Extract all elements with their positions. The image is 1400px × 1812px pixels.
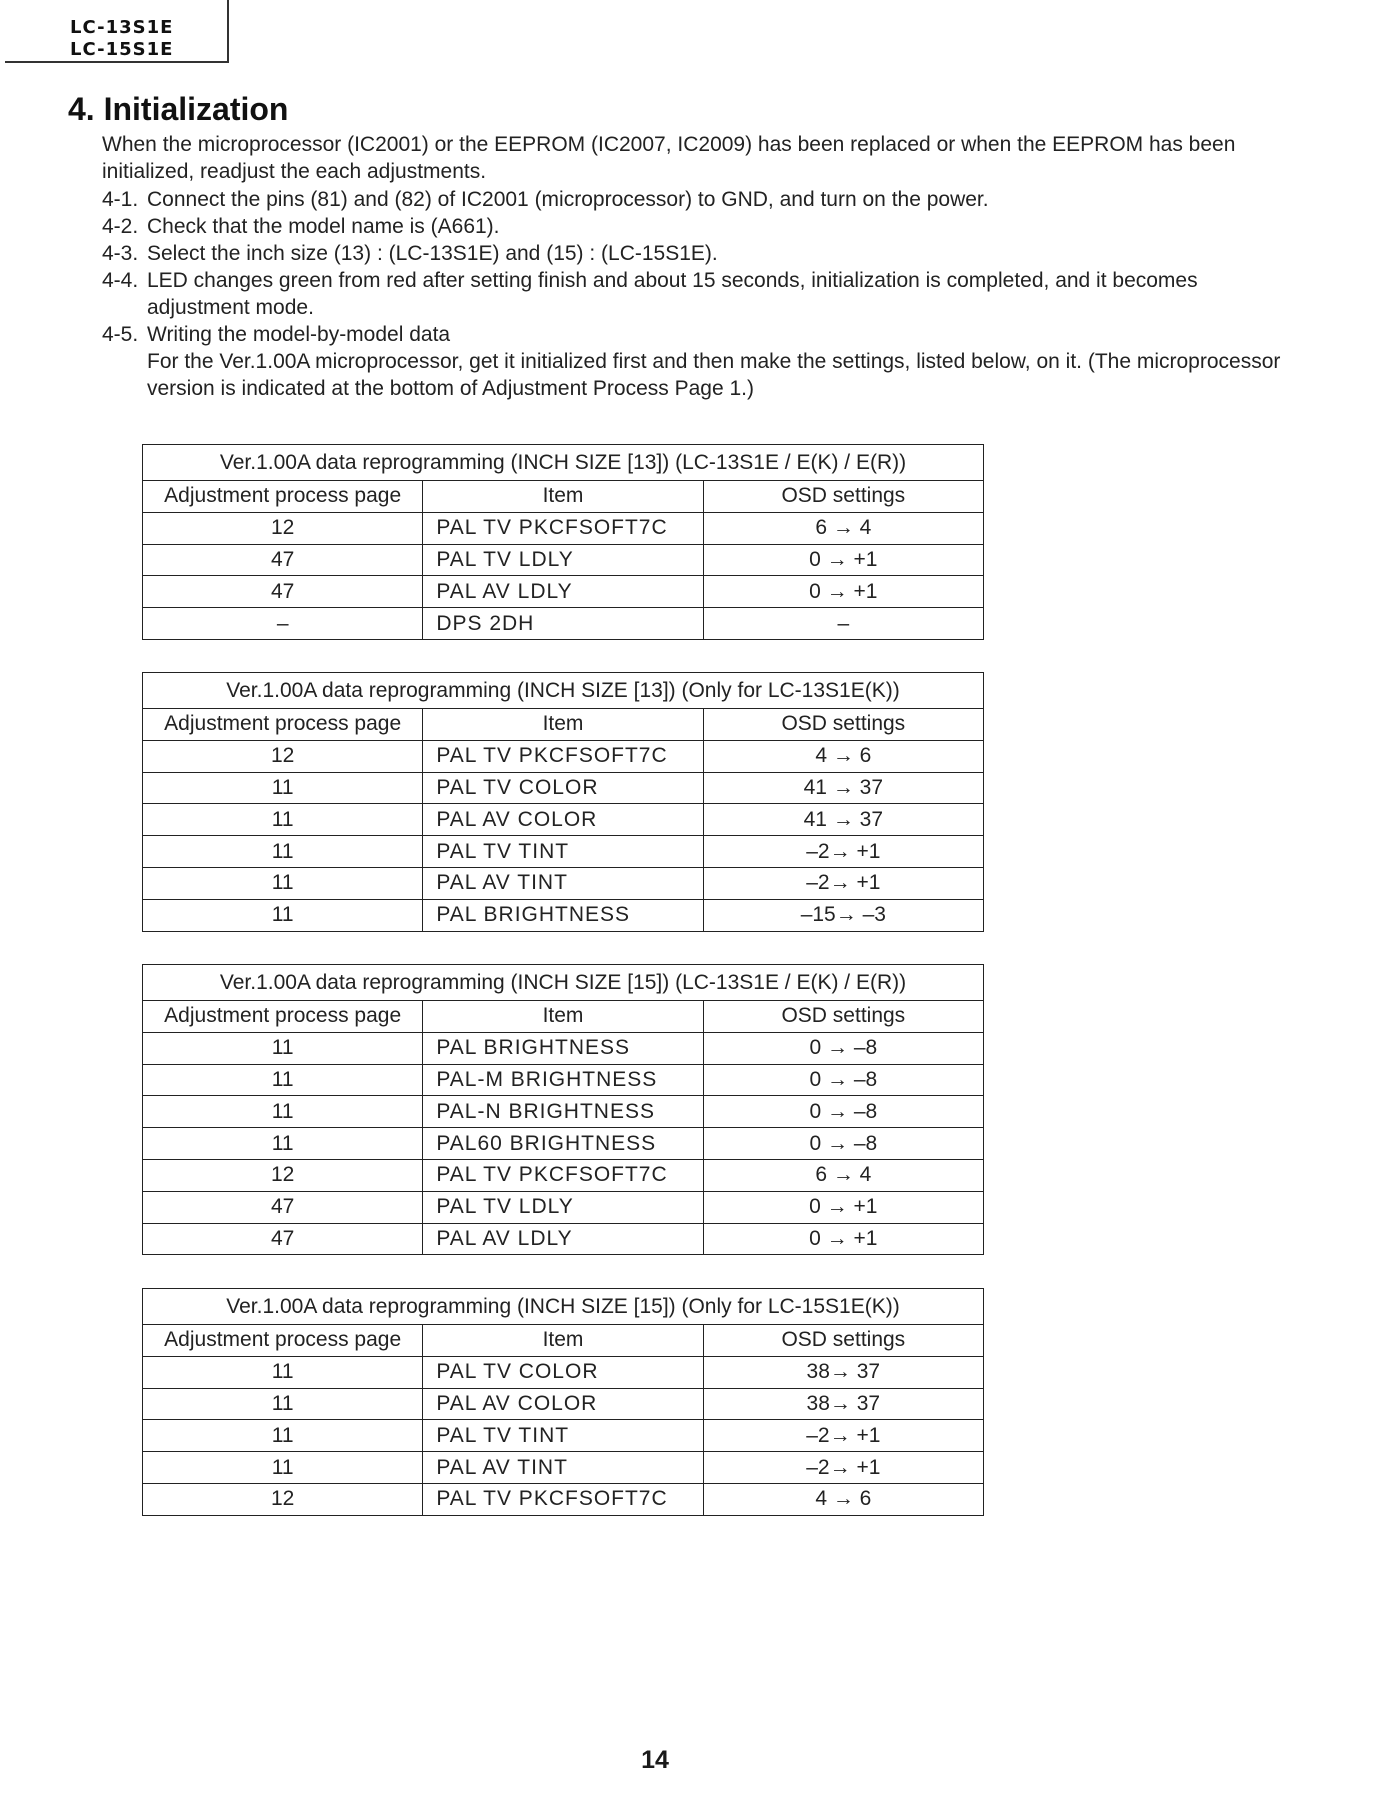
table-caption: Ver.1.00A data reprogramming (INCH SIZE [13]) (Only for LC-13S1E(K)) [143,673,984,709]
table-row [143,608,984,640]
page-cell: 11 [143,1452,423,1484]
column-header: Item [423,1325,703,1357]
page-cell: 47 [143,576,423,608]
osd-cell: 6 → 4 [703,512,983,544]
page-cell: 11 [143,1032,423,1064]
osd-cell: 38→ 37 [703,1388,983,1420]
page-cell: 11 [143,899,423,931]
table-row [143,576,984,608]
table-row [143,1064,984,1096]
osd-cell: 4 → 6 [703,1483,983,1515]
table-row [143,1223,984,1255]
osd-cell: 0 → +1 [703,576,983,608]
table-caption: Ver.1.00A data reprogramming (INCH SIZE [15]) (Only for LC-15S1E(K)) [143,1289,984,1325]
item-cell: PAL AV TINT [423,867,703,899]
table-row [143,1483,984,1515]
model-name-13: LC-13S1E [70,17,174,38]
osd-cell: –2→ +1 [703,1452,983,1484]
page-cell: 12 [143,1483,423,1515]
reprogramming-table-15-all [142,964,984,1255]
osd-cell: 0 → –8 [703,1128,983,1160]
reprogramming-table-13-all [142,444,984,640]
column-header: Item [423,1001,703,1033]
column-header: Item [423,481,703,513]
step-text: Connect the pins (81) and (82) of IC2001 (microprocessor) to GND, and turn on the power. [147,188,989,211]
item-cell: PAL AV COLOR [423,804,703,836]
item-cell: PAL AV COLOR [423,1388,703,1420]
page-cell: 11 [143,1420,423,1452]
page-cell: 12 [143,512,423,544]
page-cell: 47 [143,1191,423,1223]
item-cell: PAL TV PKCFSOFT7C [423,740,703,772]
osd-cell: –2→ +1 [703,836,983,868]
table-row [143,1032,984,1064]
step-text: Writing the model-by-model data For the Ver.1.00A microprocessor, get it initialized first and then make the settings, listed below, on it. (The microprocessor version is indicated at the bottom of Adjustment Process Page 1.) [147,323,1281,400]
osd-cell: –2→ +1 [703,867,983,899]
page-cell: 12 [143,1159,423,1191]
item-cell: PAL-N BRIGHTNESS [423,1096,703,1128]
page-cell: 11 [143,836,423,868]
table-row [143,1128,984,1160]
step-item [102,267,1282,321]
page-cell: 11 [143,1064,423,1096]
step-text: Select the inch size (13) : (LC-13S1E) and (15) : (LC-15S1E). [147,242,718,265]
column-header: OSD settings [703,709,983,741]
page-cell: 47 [143,544,423,576]
item-cell: PAL TV LDLY [423,1191,703,1223]
osd-cell: 0 → +1 [703,1223,983,1255]
step-item [102,186,1282,213]
page-cell: 11 [143,867,423,899]
column-header: Adjustment process page [143,1325,423,1357]
item-cell: PAL TV TINT [423,836,703,868]
osd-cell: 4 → 6 [703,740,983,772]
table-row [143,899,984,931]
osd-cell: 38→ 37 [703,1356,983,1388]
column-header: OSD settings [703,1325,983,1357]
table-row [143,804,984,836]
table-row [143,1356,984,1388]
osd-cell: 0 → –8 [703,1064,983,1096]
column-header: OSD settings [703,1001,983,1033]
column-header: Adjustment process page [143,1001,423,1033]
item-cell: PAL TV COLOR [423,772,703,804]
section-heading [68,91,288,128]
step-number: 4-2. [102,215,139,238]
step-number: 4-1. [102,188,139,211]
table-row [143,772,984,804]
item-cell: PAL60 BRIGHTNESS [423,1128,703,1160]
osd-cell: –2→ +1 [703,1420,983,1452]
table-row [143,1096,984,1128]
osd-cell: 0 → +1 [703,1191,983,1223]
step-text: LED changes green from red after setting finish and about 15 seconds, initialization is completed, and it becomes adjustment mode. [147,269,1198,319]
osd-cell: – [703,608,983,640]
page-cell: 47 [143,1223,423,1255]
page-cell: 11 [143,772,423,804]
table-row [143,1388,984,1420]
step-number: 4-4. [102,269,139,292]
page-cell: 12 [143,740,423,772]
page-number: 14 [641,1746,669,1774]
section-number: 4. [68,91,95,127]
page-cell: – [143,608,423,640]
table-row [143,1159,984,1191]
page-cell: 11 [143,1128,423,1160]
table-caption: Ver.1.00A data reprogramming (INCH SIZE [15]) (LC-13S1E / E(K) / E(R)) [143,965,984,1001]
steps-list [102,186,1282,402]
osd-cell: –15→ –3 [703,899,983,931]
table-row [143,1191,984,1223]
item-cell: PAL TV LDLY [423,544,703,576]
page-cell: 11 [143,1356,423,1388]
step-item [102,213,1282,240]
column-header: OSD settings [703,481,983,513]
item-cell: PAL TV TINT [423,1420,703,1452]
column-header: Adjustment process page [143,481,423,513]
table-row [143,544,984,576]
step-number: 4-3. [102,242,139,265]
section-title: Initialization [103,91,289,127]
table-caption: Ver.1.00A data reprogramming (INCH SIZE [13]) (LC-13S1E / E(K) / E(R)) [143,445,984,481]
column-header: Item [423,709,703,741]
item-cell: DPS 2DH [423,608,703,640]
item-cell: PAL BRIGHTNESS [423,1032,703,1064]
page-cell: 11 [143,804,423,836]
column-header: Adjustment process page [143,709,423,741]
item-cell: PAL AV LDLY [423,576,703,608]
osd-cell: 41 → 37 [703,772,983,804]
reprogramming-table-13-k [142,672,984,932]
osd-cell: 6 → 4 [703,1159,983,1191]
table-row [143,1420,984,1452]
item-cell: PAL TV COLOR [423,1356,703,1388]
step-text: Check that the model name is (A661). [147,215,500,238]
item-cell: PAL TV PKCFSOFT7C [423,1159,703,1191]
item-cell: PAL TV PKCFSOFT7C [423,512,703,544]
step-item [102,240,1282,267]
model-name-15: LC-15S1E [70,39,174,60]
item-cell: PAL AV LDLY [423,1223,703,1255]
page-cell: 11 [143,1388,423,1420]
model-header-box [5,0,229,63]
table-row [143,740,984,772]
osd-cell: 0 → +1 [703,544,983,576]
osd-cell: 0 → –8 [703,1032,983,1064]
item-cell: PAL BRIGHTNESS [423,899,703,931]
osd-cell: 41 → 37 [703,804,983,836]
reprogramming-table-15-k [142,1288,984,1516]
intro-paragraph: When the microprocessor (IC2001) or the EEPROM (IC2007, IC2009) has been replaced or when the EEPROM has been initialized, readjust the each adjustments. [102,133,1236,183]
table-row [143,867,984,899]
item-cell: PAL TV PKCFSOFT7C [423,1483,703,1515]
table-row [143,836,984,868]
page-cell: 11 [143,1096,423,1128]
item-cell: PAL-M BRIGHTNESS [423,1064,703,1096]
osd-cell: 0 → –8 [703,1096,983,1128]
step-item [102,321,1282,402]
table-row [143,1452,984,1484]
step-number: 4-5. [102,323,139,346]
item-cell: PAL AV TINT [423,1452,703,1484]
table-row [143,512,984,544]
